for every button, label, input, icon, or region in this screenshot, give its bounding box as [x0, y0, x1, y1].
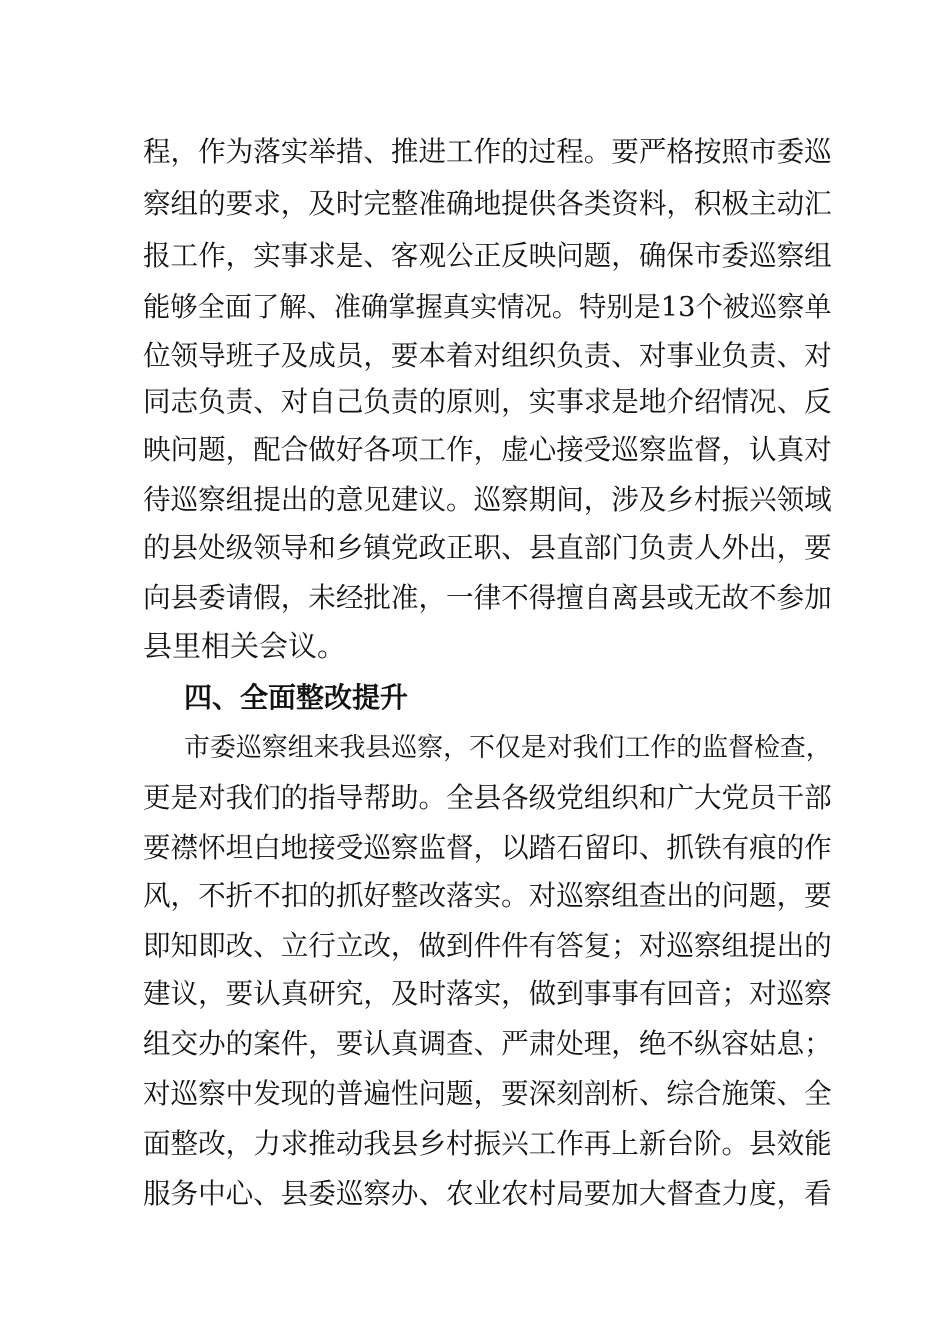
body-text-line: 组交办的案件，要认真调查、严肃处理，绝不纵容姑息； [143, 1028, 832, 1060]
body-text-line: 位领导班子及成员，要本着对组织负责、对事业负责、对 [143, 340, 832, 372]
body-text-line: 即知即改、立行立改，做到件件有答复；对巡察组提出的 [143, 930, 832, 962]
body-text-line: 风，不折不扣的抓好整改落实。对巡察组查出的问题，要 [143, 880, 832, 912]
body-text-line: 报工作，实事求是、客观公正反映问题，确保市委巡察组 [143, 240, 832, 272]
body-text-line: 对巡察中发现的普遍性问题，要深刻剖析、综合施策、全 [143, 1078, 832, 1110]
section-heading: 四、全面整改提升 [184, 681, 409, 714]
body-text-line: 向县委请假，未经批准，一律不得擅自离县或无故不参加 [143, 582, 832, 614]
paragraph-first-line: 市委巡察组来我县巡察，不仅是对我们工作的监督检查， [184, 733, 832, 763]
body-text-line: 程，作为落实举措、推进工作的过程。要严格按照市委巡 [143, 136, 832, 168]
body-text-line: 察组的要求，及时完整准确地提供各类资料，积极主动汇 [143, 188, 832, 220]
body-text-line: 待巡察组提出的意见建议。巡察期间，涉及乡村振兴领域 [143, 484, 832, 516]
body-text-line: 更是对我们的指导帮助。全县各级党组织和广大党员干部 [143, 782, 832, 814]
body-text-line: 同志负责、对自己负责的原则，实事求是地介绍情况、反 [143, 386, 832, 418]
body-text-line: 映问题，配合做好各项工作，虚心接受巡察监督，认真对 [143, 434, 832, 466]
body-text-line: 县里相关会议。 [143, 629, 347, 663]
body-text-line: 建议，要认真研究，及时落实，做到事事有回音；对巡察 [143, 978, 832, 1010]
body-text-line: 要襟怀坦白地接受巡察监督，以踏石留印、抓铁有痕的作 [143, 832, 832, 864]
body-text-line: 面整改，力求推动我县乡村振兴工作再上新台阶。县效能 [143, 1128, 832, 1160]
body-text-line: 服务中心、县委巡察办、农业农村局要加大督查力度，看 [143, 1178, 832, 1210]
body-text-line: 能够全面了解、准确掌握真实情况。特别是13个被巡察单 [143, 292, 832, 323]
body-text-line: 的县处级领导和乡镇党政正职、县直部门负责人外出，要 [143, 532, 832, 564]
